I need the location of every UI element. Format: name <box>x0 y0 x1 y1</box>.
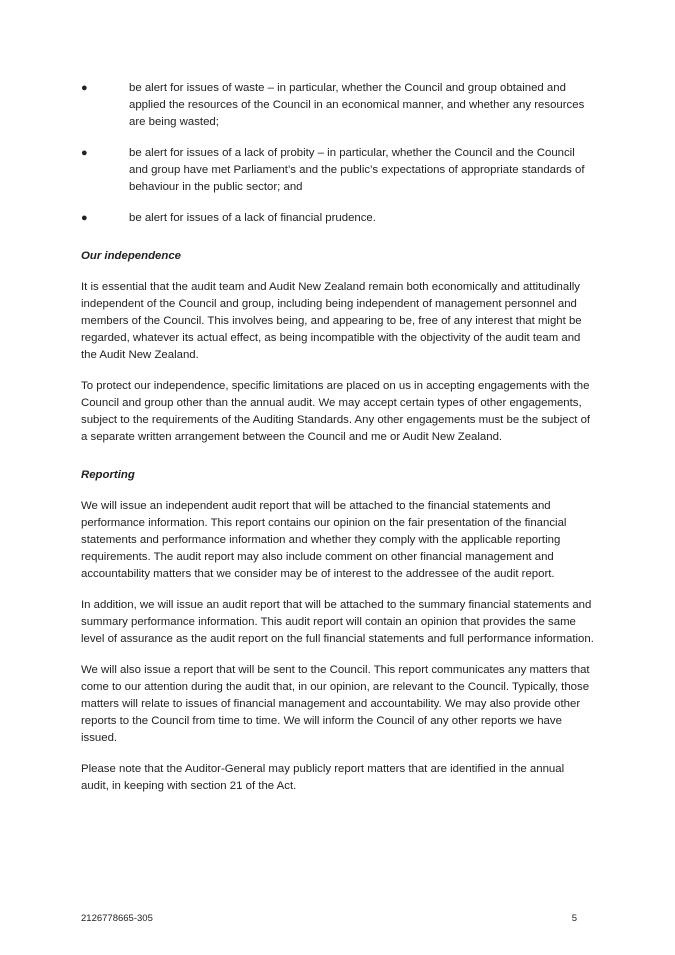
page-footer <box>81 910 577 927</box>
page-number: 5 <box>571 913 577 924</box>
bullet-text: be alert for issues of waste – in particular, whether the Council and group obtained and applied the resources of the Council in an economical manner, and whether any resources are being wasted; <box>129 82 585 128</box>
independence-paragraph-1: It is essential that the audit team and Audit New Zealand remain both economically and attitudinally independent of the Council and group, including being independent of management personnel and members of the Council. This involves being, and appearing to be, free of any interest that might be regarded, whatever its actual effect, as being incompatible with the objectivity of the audit team and the Audit New Zealand. <box>81 281 582 361</box>
reporting-heading: Reporting <box>81 469 135 481</box>
bullet-icon: ● <box>81 82 88 94</box>
document-id: 2126778665-305 <box>81 913 153 924</box>
bullet-item <box>81 145 595 196</box>
reporting-paragraph-2: In addition, we will issue an audit report that will be attached to the summary financial statements and summary performance information. This audit report will contain an opinion that provides the same level of assurance as the audit report on the full financial statements and full performance information. <box>81 599 594 645</box>
bullet-icon: ● <box>81 147 88 159</box>
reporting-paragraph-3: We will also issue a report that will be sent to the Council. This report communicates any matters that come to our attention during the audit that, in our opinion, are relevant to the Council. Typically, those matters will relate to issues of financial management and accountability. We may also provide other reports to the Council from time to time. We will inform the Council of any other reports we have issued. <box>81 664 590 744</box>
document-body <box>81 80 595 809</box>
reporting-paragraph-1: We will issue an independent audit report that will be attached to the financial statements and performance information. This report contains our opinion on the fair presentation of the financial statements and performance information and whether they comply with the applicable reporting requirements. The audit report may also include comment on other financial management and accountability matters that we consider may be of interest to the addressee of the audit report. <box>81 500 567 580</box>
reporting-paragraph-4: Please note that the Auditor-General may publicly report matters that are identified in the annual audit, in keeping with section 21 of the Act. <box>81 763 565 792</box>
bullet-icon: ● <box>81 212 88 224</box>
independence-heading: Our independence <box>81 250 182 262</box>
bullet-text: be alert for issues of a lack of probity – in particular, whether the Council and the Council and group have met Parliament’s and the public’s expectations of appropriate standards of behaviour in the public sector; and <box>129 147 585 193</box>
bullet-item <box>81 210 595 227</box>
bullet-item <box>81 80 595 131</box>
independence-paragraph-2: To protect our independence, specific limitations are placed on us in accepting engagements with the Council and group other than the annual audit. We may accept certain types of other engagements, subject to the requirements of the Auditing Standards. Any other engagements must be the subject of a separate written arrangement between the Council and me or Audit New Zealand. <box>81 380 591 443</box>
bullet-text: be alert for issues of a lack of financial prudence. <box>129 212 376 224</box>
